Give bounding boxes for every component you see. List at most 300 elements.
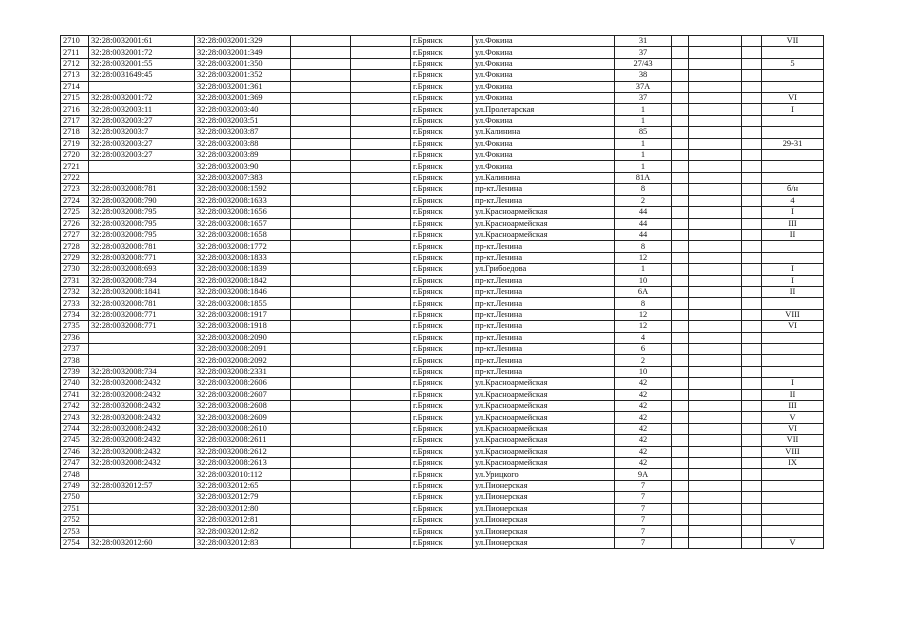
object-cadastral-number-cell: 32:28:0032008:1842 xyxy=(195,275,291,286)
table-row xyxy=(61,104,824,115)
room-number-cell: IX xyxy=(762,458,824,469)
table-row xyxy=(61,492,824,503)
empty-cell xyxy=(291,150,351,161)
empty-cell xyxy=(742,264,762,275)
empty-cell xyxy=(689,469,742,480)
table-row xyxy=(61,218,824,229)
street-cell: ул.Грибоедова xyxy=(473,264,615,275)
empty-cell xyxy=(689,537,742,548)
house-number-cell: 42 xyxy=(615,446,672,457)
city-cell: г.Брянск xyxy=(411,446,473,457)
empty-cell xyxy=(291,469,351,480)
empty-cell xyxy=(742,218,762,229)
parcel-cadastral-number-cell xyxy=(89,515,195,526)
empty-cell xyxy=(351,36,411,47)
empty-cell xyxy=(351,537,411,548)
room-number-cell: I xyxy=(762,207,824,218)
street-cell: ул.Красноармейская xyxy=(473,218,615,229)
parcel-cadastral-number-cell xyxy=(89,172,195,183)
street-cell: ул.Пионерская xyxy=(473,492,615,503)
empty-cell xyxy=(672,401,689,412)
room-number-cell xyxy=(762,366,824,377)
empty-cell xyxy=(689,229,742,240)
empty-cell xyxy=(291,366,351,377)
house-number-cell: 31 xyxy=(615,36,672,47)
empty-cell xyxy=(672,526,689,537)
city-cell: г.Брянск xyxy=(411,229,473,240)
object-cadastral-number-cell: 32:28:0032008:2092 xyxy=(195,355,291,366)
empty-cell xyxy=(351,412,411,423)
street-cell: ул.Пионерская xyxy=(473,526,615,537)
object-cadastral-number-cell: 32:28:0032003:87 xyxy=(195,127,291,138)
empty-cell xyxy=(689,207,742,218)
street-cell: пр-кт.Ленина xyxy=(473,298,615,309)
empty-cell xyxy=(351,332,411,343)
empty-cell xyxy=(291,138,351,149)
row-number-cell: 2731 xyxy=(61,275,89,286)
empty-cell xyxy=(689,161,742,172)
row-number-cell: 2745 xyxy=(61,435,89,446)
object-cadastral-number-cell: 32:28:0032003:89 xyxy=(195,150,291,161)
parcel-cadastral-number-cell: 32:28:0032008:1841 xyxy=(89,286,195,297)
empty-cell xyxy=(672,218,689,229)
room-number-cell xyxy=(762,172,824,183)
object-cadastral-number-cell: 32:28:0032008:2606 xyxy=(195,378,291,389)
empty-cell xyxy=(672,332,689,343)
empty-cell xyxy=(351,115,411,126)
table-row xyxy=(61,161,824,172)
row-number-cell: 2714 xyxy=(61,81,89,92)
parcel-cadastral-number-cell: 32:28:0031649:45 xyxy=(89,70,195,81)
empty-cell xyxy=(742,150,762,161)
empty-cell xyxy=(689,218,742,229)
object-cadastral-number-cell: 32:28:0032012:79 xyxy=(195,492,291,503)
empty-cell xyxy=(291,435,351,446)
table-row xyxy=(61,298,824,309)
empty-cell xyxy=(291,218,351,229)
empty-cell xyxy=(742,343,762,354)
empty-cell xyxy=(742,195,762,206)
house-number-cell: 38 xyxy=(615,70,672,81)
object-cadastral-number-cell: 32:28:0032008:2090 xyxy=(195,332,291,343)
empty-cell xyxy=(742,161,762,172)
object-cadastral-number-cell: 32:28:0032001:361 xyxy=(195,81,291,92)
table-row xyxy=(61,81,824,92)
street-cell: ул.Пионерская xyxy=(473,515,615,526)
house-number-cell: 81А xyxy=(615,172,672,183)
street-cell: ул.Фокина xyxy=(473,47,615,58)
city-cell: г.Брянск xyxy=(411,161,473,172)
table-body xyxy=(61,36,824,549)
empty-cell xyxy=(291,446,351,457)
row-number-cell: 2721 xyxy=(61,161,89,172)
empty-cell xyxy=(291,195,351,206)
table-row xyxy=(61,446,824,457)
room-number-cell: 4 xyxy=(762,195,824,206)
parcel-cadastral-number-cell xyxy=(89,492,195,503)
city-cell: г.Брянск xyxy=(411,355,473,366)
house-number-cell: 10 xyxy=(615,275,672,286)
room-number-cell xyxy=(762,469,824,480)
empty-cell xyxy=(689,150,742,161)
row-number-cell: 2715 xyxy=(61,93,89,104)
empty-cell xyxy=(689,389,742,400)
city-cell: г.Брянск xyxy=(411,412,473,423)
object-cadastral-number-cell: 32:28:0032008:1846 xyxy=(195,286,291,297)
empty-cell xyxy=(351,286,411,297)
empty-cell xyxy=(351,58,411,69)
row-number-cell: 2710 xyxy=(61,36,89,47)
row-number-cell: 2739 xyxy=(61,366,89,377)
empty-cell xyxy=(351,127,411,138)
house-number-cell: 27/43 xyxy=(615,58,672,69)
street-cell: пр-кт.Ленина xyxy=(473,252,615,263)
street-cell: ул.Фокина xyxy=(473,138,615,149)
table-row xyxy=(61,366,824,377)
city-cell: г.Брянск xyxy=(411,58,473,69)
empty-cell xyxy=(351,184,411,195)
empty-cell xyxy=(351,241,411,252)
table-row xyxy=(61,401,824,412)
object-cadastral-number-cell: 32:28:0032008:1657 xyxy=(195,218,291,229)
room-number-cell: VI xyxy=(762,321,824,332)
table-row xyxy=(61,264,824,275)
table-row xyxy=(61,389,824,400)
empty-cell xyxy=(689,446,742,457)
street-cell: ул.Пионерская xyxy=(473,537,615,548)
house-number-cell: 4 xyxy=(615,332,672,343)
empty-cell xyxy=(689,355,742,366)
empty-cell xyxy=(351,458,411,469)
empty-cell xyxy=(742,275,762,286)
object-cadastral-number-cell: 32:28:0032012:80 xyxy=(195,503,291,514)
city-cell: г.Брянск xyxy=(411,138,473,149)
room-number-cell: II xyxy=(762,229,824,240)
empty-cell xyxy=(351,47,411,58)
table-row xyxy=(61,503,824,514)
house-number-cell: 6 xyxy=(615,343,672,354)
empty-cell xyxy=(689,252,742,263)
street-cell: ул.Красноармейская xyxy=(473,435,615,446)
house-number-cell: 8 xyxy=(615,298,672,309)
empty-cell xyxy=(291,378,351,389)
table-row xyxy=(61,355,824,366)
house-number-cell: 12 xyxy=(615,252,672,263)
empty-cell xyxy=(689,275,742,286)
empty-cell xyxy=(351,161,411,172)
table-row xyxy=(61,207,824,218)
empty-cell xyxy=(742,115,762,126)
empty-cell xyxy=(351,401,411,412)
empty-cell xyxy=(291,423,351,434)
parcel-cadastral-number-cell xyxy=(89,469,195,480)
empty-cell xyxy=(672,127,689,138)
empty-cell xyxy=(351,150,411,161)
row-number-cell: 2743 xyxy=(61,412,89,423)
table-row xyxy=(61,435,824,446)
parcel-cadastral-number-cell: 32:28:0032001:72 xyxy=(89,93,195,104)
street-cell: пр-кт.Ленина xyxy=(473,286,615,297)
empty-cell xyxy=(742,412,762,423)
empty-cell xyxy=(742,355,762,366)
parcel-cadastral-number-cell: 32:28:0032008:795 xyxy=(89,207,195,218)
empty-cell xyxy=(689,127,742,138)
empty-cell xyxy=(672,537,689,548)
parcel-cadastral-number-cell: 32:28:0032001:61 xyxy=(89,36,195,47)
parcel-cadastral-number-cell: 32:28:0032008:2432 xyxy=(89,435,195,446)
object-cadastral-number-cell: 32:28:0032001:329 xyxy=(195,36,291,47)
street-cell: ул.Фокина xyxy=(473,93,615,104)
object-cadastral-number-cell: 32:28:0032010:112 xyxy=(195,469,291,480)
empty-cell xyxy=(742,480,762,491)
room-number-cell: VIII xyxy=(762,309,824,320)
city-cell: г.Брянск xyxy=(411,492,473,503)
empty-cell xyxy=(672,58,689,69)
house-number-cell: 44 xyxy=(615,218,672,229)
parcel-cadastral-number-cell xyxy=(89,161,195,172)
empty-cell xyxy=(742,298,762,309)
empty-cell xyxy=(742,252,762,263)
house-number-cell: 1 xyxy=(615,264,672,275)
empty-cell xyxy=(672,150,689,161)
empty-cell xyxy=(291,70,351,81)
parcel-cadastral-number-cell: 32:28:0032008:2432 xyxy=(89,401,195,412)
city-cell: г.Брянск xyxy=(411,207,473,218)
parcel-cadastral-number-cell: 32:28:0032008:734 xyxy=(89,366,195,377)
empty-cell xyxy=(742,104,762,115)
city-cell: г.Брянск xyxy=(411,343,473,354)
empty-cell xyxy=(689,241,742,252)
empty-cell xyxy=(742,389,762,400)
parcel-cadastral-number-cell: 32:28:0032008:795 xyxy=(89,218,195,229)
empty-cell xyxy=(689,104,742,115)
empty-cell xyxy=(689,492,742,503)
empty-cell xyxy=(672,435,689,446)
house-number-cell: 42 xyxy=(615,435,672,446)
empty-cell xyxy=(291,252,351,263)
empty-cell xyxy=(689,321,742,332)
room-number-cell xyxy=(762,480,824,491)
street-cell: пр-кт.Ленина xyxy=(473,241,615,252)
room-number-cell: I xyxy=(762,104,824,115)
row-number-cell: 2728 xyxy=(61,241,89,252)
street-cell: ул.Фокина xyxy=(473,70,615,81)
room-number-cell: VII xyxy=(762,36,824,47)
row-number-cell: 2736 xyxy=(61,332,89,343)
empty-cell xyxy=(742,36,762,47)
empty-cell xyxy=(672,469,689,480)
empty-cell xyxy=(291,207,351,218)
table-row xyxy=(61,321,824,332)
city-cell: г.Брянск xyxy=(411,401,473,412)
empty-cell xyxy=(689,264,742,275)
city-cell: г.Брянск xyxy=(411,47,473,58)
city-cell: г.Брянск xyxy=(411,241,473,252)
object-cadastral-number-cell: 32:28:0032007:383 xyxy=(195,172,291,183)
house-number-cell: 7 xyxy=(615,515,672,526)
empty-cell xyxy=(742,81,762,92)
empty-cell xyxy=(291,47,351,58)
object-cadastral-number-cell: 32:28:0032001:352 xyxy=(195,70,291,81)
table-row xyxy=(61,286,824,297)
empty-cell xyxy=(672,458,689,469)
empty-cell xyxy=(291,115,351,126)
house-number-cell: 42 xyxy=(615,378,672,389)
empty-cell xyxy=(672,298,689,309)
street-cell: ул.Красноармейская xyxy=(473,401,615,412)
empty-cell xyxy=(672,241,689,252)
city-cell: г.Брянск xyxy=(411,70,473,81)
parcel-cadastral-number-cell xyxy=(89,81,195,92)
object-cadastral-number-cell: 32:28:0032008:2607 xyxy=(195,389,291,400)
empty-cell xyxy=(351,172,411,183)
room-number-cell xyxy=(762,241,824,252)
street-cell: ул.Красноармейская xyxy=(473,378,615,389)
empty-cell xyxy=(742,184,762,195)
empty-cell xyxy=(689,138,742,149)
city-cell: г.Брянск xyxy=(411,435,473,446)
house-number-cell: 8 xyxy=(615,241,672,252)
table-row xyxy=(61,309,824,320)
row-number-cell: 2744 xyxy=(61,423,89,434)
table-row xyxy=(61,526,824,537)
table-row xyxy=(61,423,824,434)
empty-cell xyxy=(672,366,689,377)
room-number-cell xyxy=(762,492,824,503)
house-number-cell: 1 xyxy=(615,150,672,161)
empty-cell xyxy=(672,321,689,332)
room-number-cell xyxy=(762,298,824,309)
empty-cell xyxy=(351,298,411,309)
empty-cell xyxy=(291,309,351,320)
empty-cell xyxy=(672,93,689,104)
empty-cell xyxy=(742,93,762,104)
city-cell: г.Брянск xyxy=(411,286,473,297)
parcel-cadastral-number-cell: 32:28:0032008:781 xyxy=(89,184,195,195)
object-cadastral-number-cell: 32:28:0032008:1833 xyxy=(195,252,291,263)
parcel-cadastral-number-cell: 32:28:0032001:72 xyxy=(89,47,195,58)
parcel-cadastral-number-cell: 32:28:0032008:2432 xyxy=(89,458,195,469)
empty-cell xyxy=(291,58,351,69)
empty-cell xyxy=(689,195,742,206)
empty-cell xyxy=(742,321,762,332)
table-row xyxy=(61,93,824,104)
empty-cell xyxy=(351,378,411,389)
empty-cell xyxy=(351,515,411,526)
empty-cell xyxy=(351,503,411,514)
room-number-cell xyxy=(762,47,824,58)
empty-cell xyxy=(351,446,411,457)
empty-cell xyxy=(672,309,689,320)
empty-cell xyxy=(689,435,742,446)
parcel-cadastral-number-cell: 32:28:0032008:771 xyxy=(89,321,195,332)
parcel-cadastral-number-cell: 32:28:0032008:771 xyxy=(89,252,195,263)
city-cell: г.Брянск xyxy=(411,298,473,309)
empty-cell xyxy=(351,207,411,218)
empty-cell xyxy=(351,264,411,275)
row-number-cell: 2716 xyxy=(61,104,89,115)
object-cadastral-number-cell: 32:28:0032008:1772 xyxy=(195,241,291,252)
empty-cell xyxy=(291,172,351,183)
empty-cell xyxy=(689,172,742,183)
empty-cell xyxy=(689,332,742,343)
street-cell: пр-кт.Ленина xyxy=(473,332,615,343)
object-cadastral-number-cell: 32:28:0032001:350 xyxy=(195,58,291,69)
city-cell: г.Брянск xyxy=(411,150,473,161)
room-number-cell: V xyxy=(762,412,824,423)
empty-cell xyxy=(742,423,762,434)
empty-cell xyxy=(351,93,411,104)
empty-cell xyxy=(351,321,411,332)
row-number-cell: 2747 xyxy=(61,458,89,469)
city-cell: г.Брянск xyxy=(411,515,473,526)
row-number-cell: 2754 xyxy=(61,537,89,548)
empty-cell xyxy=(742,401,762,412)
object-cadastral-number-cell: 32:28:0032008:2613 xyxy=(195,458,291,469)
city-cell: г.Брянск xyxy=(411,184,473,195)
empty-cell xyxy=(672,389,689,400)
empty-cell xyxy=(742,332,762,343)
row-number-cell: 2730 xyxy=(61,264,89,275)
object-cadastral-number-cell: 32:28:0032008:1633 xyxy=(195,195,291,206)
house-number-cell: 37А xyxy=(615,81,672,92)
empty-cell xyxy=(351,355,411,366)
empty-cell xyxy=(351,229,411,240)
empty-cell xyxy=(742,503,762,514)
house-number-cell: 7 xyxy=(615,492,672,503)
empty-cell xyxy=(672,70,689,81)
empty-cell xyxy=(742,286,762,297)
empty-cell xyxy=(672,81,689,92)
city-cell: г.Брянск xyxy=(411,458,473,469)
empty-cell xyxy=(689,480,742,491)
street-cell: пр-кт.Ленина xyxy=(473,321,615,332)
parcel-cadastral-number-cell: 32:28:0032008:693 xyxy=(89,264,195,275)
house-number-cell: 7 xyxy=(615,480,672,491)
empty-cell xyxy=(672,104,689,115)
empty-cell xyxy=(351,309,411,320)
object-cadastral-number-cell: 32:28:0032012:81 xyxy=(195,515,291,526)
parcel-cadastral-number-cell: 32:28:0032008:2432 xyxy=(89,423,195,434)
table-row xyxy=(61,47,824,58)
street-cell: пр-кт.Ленина xyxy=(473,195,615,206)
parcel-cadastral-number-cell: 32:28:0032008:790 xyxy=(89,195,195,206)
row-number-cell: 2753 xyxy=(61,526,89,537)
parcel-cadastral-number-cell: 32:28:0032003:7 xyxy=(89,127,195,138)
empty-cell xyxy=(672,446,689,457)
object-cadastral-number-cell: 32:28:0032008:1656 xyxy=(195,207,291,218)
empty-cell xyxy=(742,47,762,58)
row-number-cell: 2725 xyxy=(61,207,89,218)
row-number-cell: 2742 xyxy=(61,401,89,412)
room-number-cell: II xyxy=(762,389,824,400)
object-cadastral-number-cell: 32:28:0032003:40 xyxy=(195,104,291,115)
parcel-cadastral-number-cell: 32:28:0032008:781 xyxy=(89,298,195,309)
city-cell: г.Брянск xyxy=(411,115,473,126)
empty-cell xyxy=(672,47,689,58)
street-cell: ул.Красноармейская xyxy=(473,207,615,218)
empty-cell xyxy=(689,458,742,469)
room-number-cell: III xyxy=(762,218,824,229)
empty-cell xyxy=(291,343,351,354)
object-cadastral-number-cell: 32:28:0032008:2611 xyxy=(195,435,291,446)
row-number-cell: 2737 xyxy=(61,343,89,354)
parcel-cadastral-number-cell: 32:28:0032003:11 xyxy=(89,104,195,115)
house-number-cell: 12 xyxy=(615,309,672,320)
empty-cell xyxy=(672,138,689,149)
street-cell: пр-кт.Ленина xyxy=(473,275,615,286)
parcel-cadastral-number-cell: 32:28:0032003:27 xyxy=(89,138,195,149)
